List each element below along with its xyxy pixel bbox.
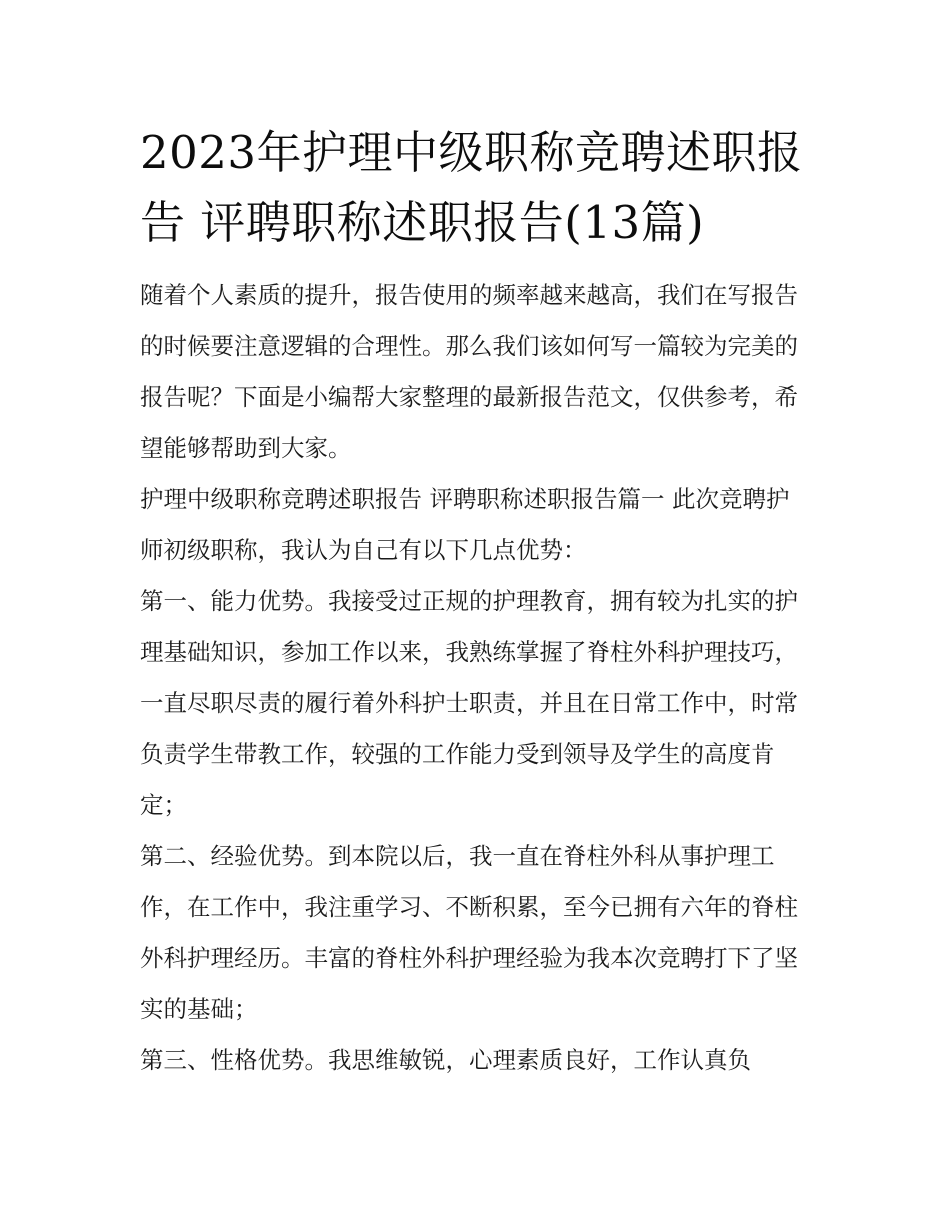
experience-advantage-paragraph: 第二、经验优势。到本院以后，我一直在脊柱外科从事护理工作，在工作中，我注重学习、不断积累，至今已拥有六年的脊柱外科护理经历。丰富的脊柱外科护理经验为我本次竞聘打下了坚实的基础； (140, 842, 798, 1023)
document-page (140, 118, 812, 1086)
personality-advantage-paragraph: 第三、性格优势。我思维敏锐，心理素质良好，工作认真负 (140, 1046, 751, 1074)
ability-advantage-paragraph: 第一、能力优势。我接受过正规的护理教育，拥有较为扎实的护理基础知识，参加工作以来，我熟练掌握了脊柱外科护理技巧，一直尽职尽责的履行着外科护士职责，并且在日常工作中，时常负责学生带教工作，较强的工作能力受到领导及学生的高度肯定； (140, 587, 798, 819)
intro-paragraph: 随着个人素质的提升，报告使用的频率越来越高，我们在写报告的时候要注意逻辑的合理性。那么我们该如何写一篇较为完美的报告呢？下面是小编帮大家整理的最新报告范文，仅供参考，希望能够帮助到大家。 (140, 281, 798, 462)
section-heading-paragraph: 护理中级职称竞聘述职报告 评聘职称述职报告篇一 此次竞聘护师初级职称，我认为自己有以下几点优势： (140, 485, 790, 564)
document-body (140, 270, 812, 1086)
document-title: 2023年护理中级职称竞聘述职报告 评聘职称述职报告(13篇) (140, 126, 803, 249)
